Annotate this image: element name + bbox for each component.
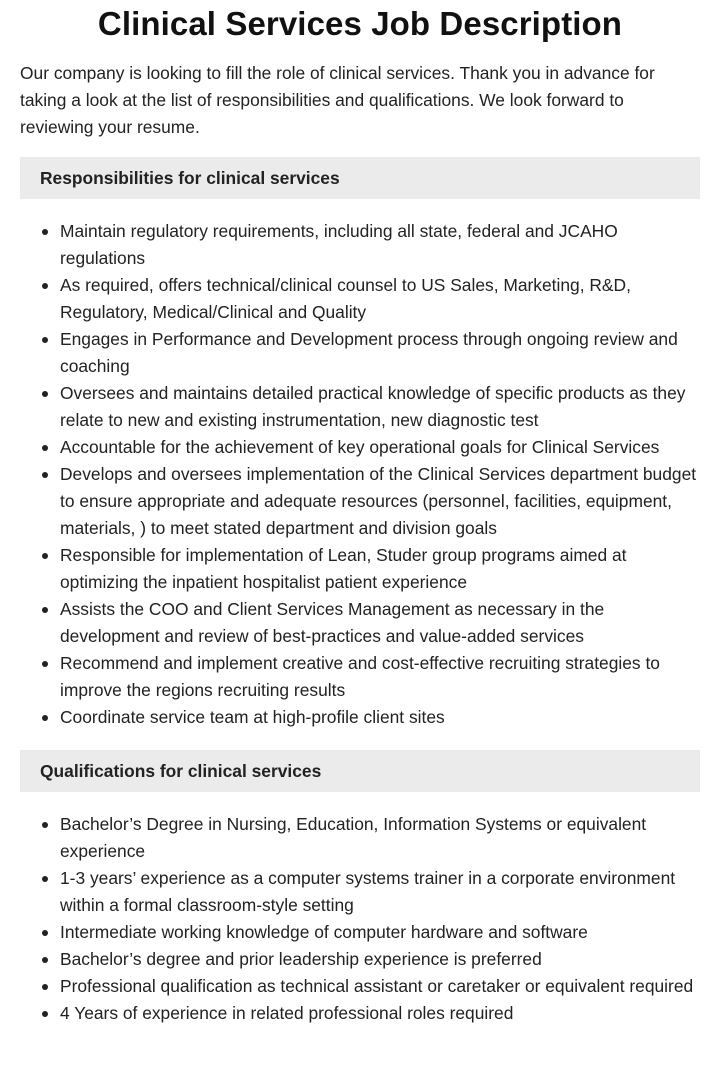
list-item-text: Assists the COO and Client Services Management as necessary in the development and review of best-practices and value-added services — [60, 599, 605, 646]
bullet-icon — [42, 876, 48, 882]
bullet-icon — [42, 930, 48, 936]
page-title: Clinical Services Job Description — [97, 5, 623, 42]
list-item-text: Bachelor’s Degree in Nursing, Education, Information Systems or equivalent experience — [60, 814, 647, 861]
responsibilities-heading: Responsibilities for clinical services — [20, 157, 700, 199]
list-item — [60, 542, 700, 596]
list-item — [60, 272, 700, 326]
list-item — [60, 946, 700, 973]
list-item — [60, 1000, 700, 1027]
list-item — [60, 919, 700, 946]
bullet-icon — [42, 957, 48, 963]
list-item-text: Develops and oversees implementation of the Clinical Services department budget to ensure appropriate and adequate resources (personnel, facilities, equipment, materials, ) to meet stated department and division goals — [60, 464, 697, 538]
list-item-text: Coordinate service team at high-profile client sites — [60, 707, 445, 727]
bullet-icon — [42, 283, 48, 289]
list-item — [60, 461, 700, 542]
bullet-icon — [42, 229, 48, 235]
list-item — [60, 326, 700, 380]
list-item-text: Bachelor’s degree and prior leadership experience is preferred — [60, 949, 542, 969]
list-item-text: Oversees and maintains detailed practical knowledge of specific products as they relate to new and existing instrumentation, new diagnostic test — [60, 383, 686, 430]
list-item — [60, 434, 700, 461]
list-item-text: As required, offers technical/clinical counsel to US Sales, Marketing, R&D, Regulatory, Medical/Clinical and Quality — [60, 275, 631, 322]
bullet-icon — [42, 472, 48, 478]
list-item-text: Professional qualification as technical assistant or caretaker or equivalent required — [60, 976, 694, 996]
list-item — [60, 380, 700, 434]
list-item-text: 4 Years of experience in related professional roles required — [60, 1003, 514, 1023]
bullet-icon — [42, 337, 48, 343]
list-item-text: Recommend and implement creative and cost-effective recruiting strategies to improve the regions recruiting results — [60, 653, 660, 700]
bullet-icon — [42, 984, 48, 990]
list-item-text: Intermediate working knowledge of computer hardware and software — [60, 922, 588, 942]
bullet-icon — [42, 715, 48, 721]
qualifications-heading: Qualifications for clinical services — [20, 750, 700, 792]
list-item — [60, 865, 700, 919]
list-item-text: Responsible for implementation of Lean, Studer group programs aimed at optimizing the inpatient hospitalist patient experience — [60, 545, 627, 592]
bullet-icon — [42, 391, 48, 397]
list-item — [60, 218, 700, 272]
qualifications-list — [20, 811, 700, 1027]
list-item — [60, 973, 700, 1000]
list-item — [60, 650, 700, 704]
bullet-icon — [42, 1011, 48, 1017]
bullet-icon — [42, 822, 48, 828]
bullet-icon — [42, 661, 48, 667]
list-item — [60, 596, 700, 650]
list-item-text: Maintain regulatory requirements, including all state, federal and JCAHO regulations — [60, 221, 618, 268]
responsibilities-list — [20, 218, 700, 731]
bullet-icon — [42, 553, 48, 559]
intro-paragraph: Our company is looking to fill the role of clinical services. Thank you in advance for taking a look at the list of responsibilities and qualifications. We look forward to reviewing your resume. — [20, 63, 655, 137]
list-item-text: 1-3 years’ experience as a computer systems trainer in a corporate environment within a formal classroom-style setting — [60, 868, 676, 915]
bullet-icon — [42, 445, 48, 451]
list-item-text: Engages in Performance and Development process through ongoing review and coaching — [60, 329, 678, 376]
list-item-text: Accountable for the achievement of key operational goals for Clinical Services — [60, 437, 660, 457]
list-item — [60, 811, 700, 865]
bullet-icon — [42, 607, 48, 613]
list-item — [60, 704, 700, 731]
